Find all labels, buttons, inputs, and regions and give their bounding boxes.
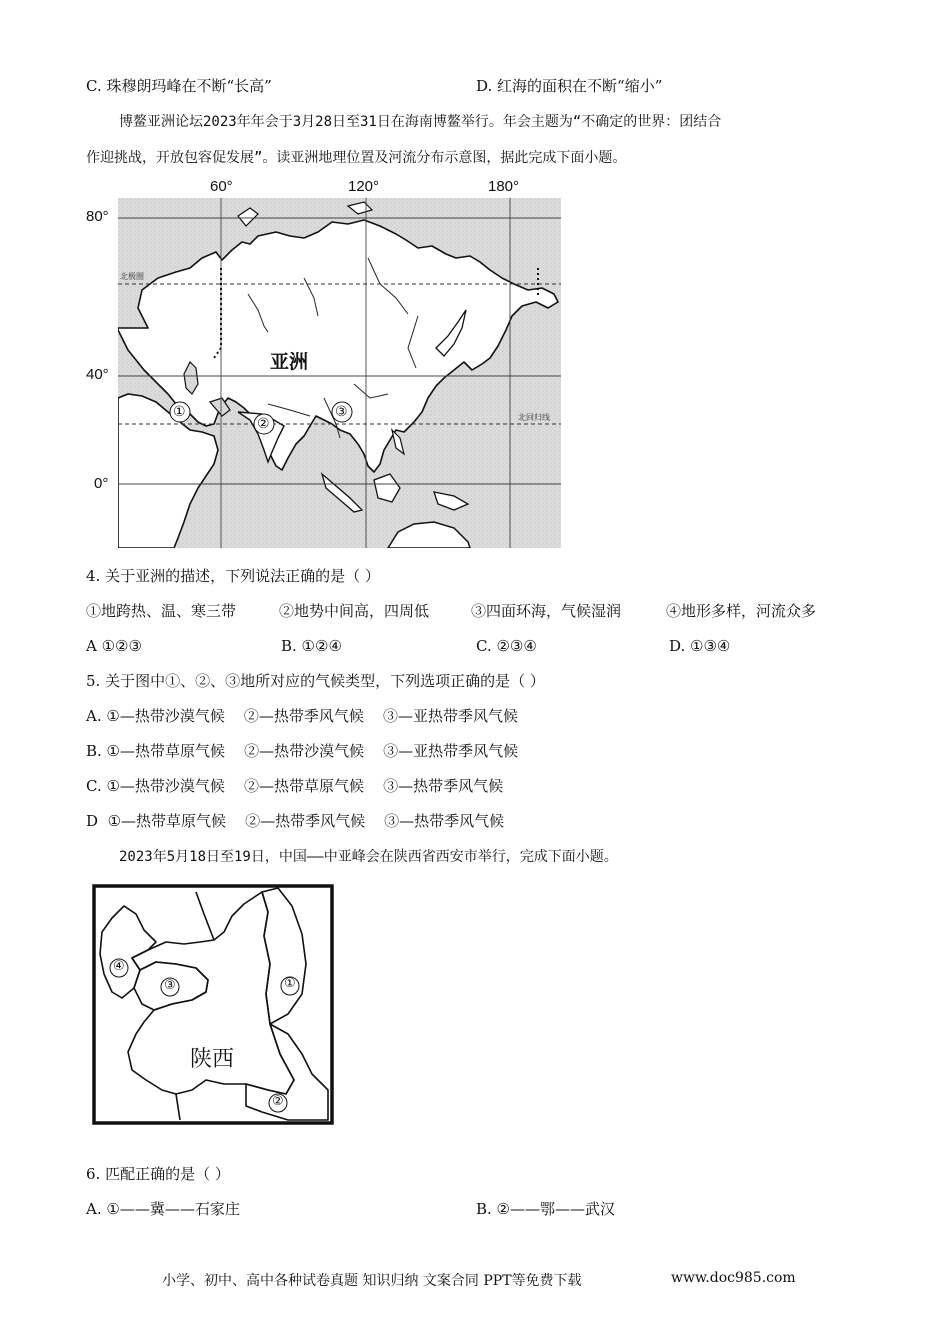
lon-label-60: 60° — [210, 178, 233, 195]
q6-option-a: A. ①——冀——石家庄 — [86, 1200, 240, 1218]
lon-label-180: 180° — [488, 178, 520, 195]
shaanxi-label: 陕西 — [190, 1046, 235, 1071]
arctic-circle-label: 北极圈 — [120, 272, 144, 281]
q5-option-d: D ①—热带草原气候 ②—热带季风气候 ③—热带季风气候 — [86, 812, 505, 830]
marker-1: ① — [173, 403, 186, 419]
shaanxi-marker-3: ③ — [164, 977, 176, 992]
asia-map-graphic — [118, 198, 561, 548]
q5-option-c: C. ①—热带沙漠气候 ②—热带草原气候 ③—热带季风气候 — [86, 777, 504, 795]
q4-statement-3: ③四面环海，气候湿润 — [471, 602, 622, 620]
q5-option-b: B. ①—热带草原气候 ②—热带沙漠气候 ③—亚热带季风气候 — [86, 742, 519, 760]
option-d-prev: D. 红海的面积在不断“缩小” — [476, 77, 663, 95]
option-c-prev: C. 珠穆朗玛峰在不断“长高” — [86, 77, 272, 95]
q4-statement-4: ④地形多样，河流众多 — [666, 602, 817, 620]
lat-label-0: 0° — [94, 475, 109, 492]
intro-paragraph-line1: 博鳌亚洲论坛2023年年会于3月28日至31日在海南博鳌举行。年会主题为“不确定的世界：团结合 — [119, 114, 722, 130]
intro-paragraph-line2: 作迎挑战，开放包容促发展”。读亚洲地理位置及河流分布示意图，据此完成下面小题。 — [86, 150, 627, 166]
tropic-label: 北回归线 — [518, 413, 550, 422]
q6-stem: 6. 匹配正确的是（ ） — [86, 1165, 230, 1183]
q4-option-c: C. ②③④ — [476, 637, 537, 655]
q4-statement-1: ①地跨热、温、寒三带 — [86, 602, 237, 620]
marker-2: ② — [257, 415, 270, 431]
q6-option-b: B. ②——鄂——武汉 — [476, 1200, 616, 1218]
footer-url[interactable]: www.doc985.com — [671, 1270, 796, 1286]
q5-stem: 5. 关于图中①、②、③地所对应的气候类型，下列选项正确的是（ ） — [86, 672, 545, 690]
lat-label-80: 80° — [86, 208, 109, 225]
map-frame — [94, 886, 332, 1123]
shaanxi-marker-1: ① — [284, 975, 296, 990]
marker-3: ③ — [335, 403, 348, 419]
lon-label-120: 120° — [348, 178, 380, 195]
q4-option-a: A ①②③ — [86, 637, 142, 655]
shaanxi-marker-2: ② — [272, 1093, 284, 1108]
q5-option-a: A. ①—热带沙漠气候 ②—热带季风气候 ③—亚热带季风气候 — [86, 707, 518, 725]
q4-statement-2: ②地势中间高，四周低 — [279, 602, 430, 620]
shaanxi-map-graphic — [92, 884, 334, 1125]
footer-text: 小学、初中、高中各种试卷真题 知识归纳 文案合同 PPT等免费下载 — [162, 1273, 582, 1289]
shaanxi-marker-4: ④ — [113, 958, 125, 973]
lat-label-40: 40° — [86, 366, 109, 383]
intro2-paragraph: 2023年5月18日至19日，中国——中亚峰会在陕西省西安市举行，完成下面小题。 — [119, 849, 618, 865]
asia-label: 亚洲 — [270, 352, 309, 373]
q4-stem: 4. 关于亚洲的描述，下列说法正确的是（ ） — [86, 567, 380, 585]
q4-option-d: D. ①③④ — [669, 637, 731, 655]
q4-option-b: B. ①②④ — [281, 637, 342, 655]
